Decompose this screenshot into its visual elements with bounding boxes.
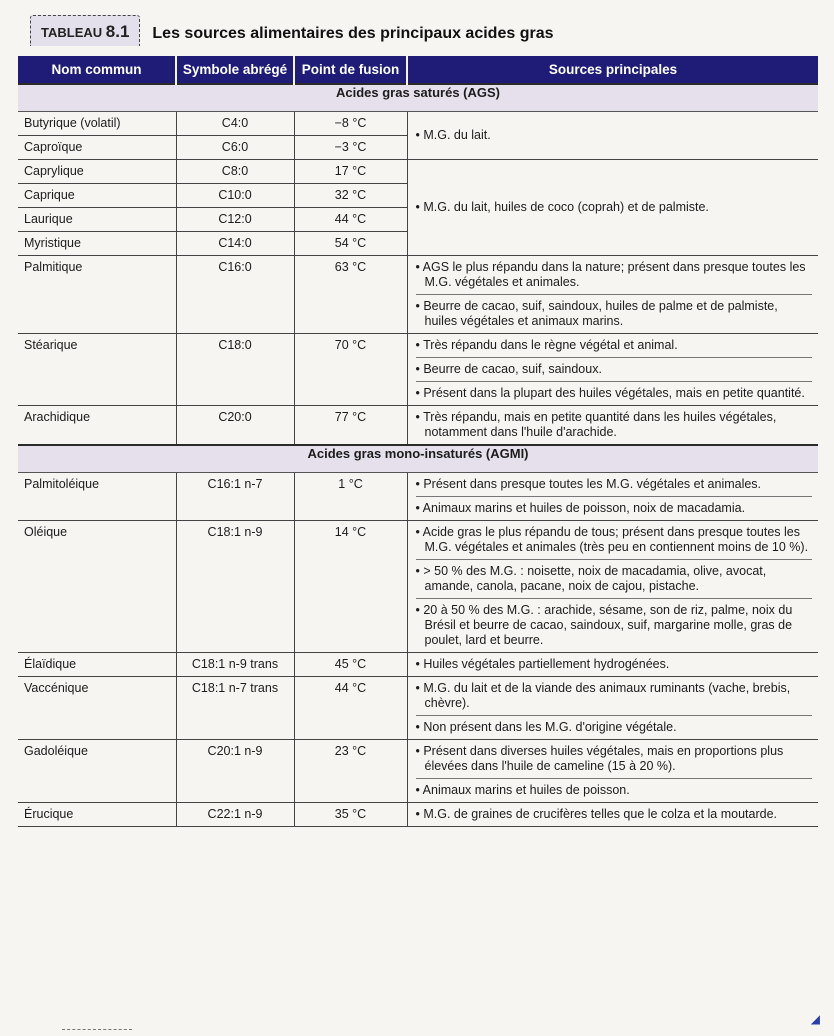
- section-agmi-label: Acides gras mono-insaturés (AGMI): [18, 445, 818, 473]
- header-row: [18, 56, 818, 84]
- row-name: Laurique: [18, 208, 176, 232]
- table-row: [18, 740, 818, 803]
- source-bullet: • M.G. du lait et de la viande des animaux ruminants (vache, brebis, chèvre).: [415, 681, 791, 710]
- row-symbol: C20:0: [176, 406, 294, 446]
- row-name: Butyrique (volatil): [18, 112, 176, 136]
- source-bullet: • Présent dans la plupart des huiles végétales, mais en petite quantité.: [416, 381, 813, 401]
- table-row: [18, 256, 818, 334]
- row-melting: 45 °C: [294, 653, 407, 677]
- row-sources: [407, 653, 818, 677]
- row-symbol: C18:0: [176, 334, 294, 406]
- source-bullet: • M.G. du lait, huiles de coco (coprah) et de palmiste.: [415, 200, 709, 214]
- row-name: Palmitoléique: [18, 473, 176, 521]
- row-sources: [407, 406, 818, 446]
- row-name: Oléique: [18, 521, 176, 653]
- source-bullet: • Huiles végétales partiellement hydrogénées.: [415, 657, 670, 671]
- row-melting: 35 °C: [294, 803, 407, 827]
- row-name: Myristique: [18, 232, 176, 256]
- table-row: [18, 677, 818, 740]
- table-row: [18, 334, 818, 406]
- row-sources: [407, 473, 818, 521]
- row-symbol: C22:1 n-9: [176, 803, 294, 827]
- source-bullet: • AGS le plus répandu dans la nature; présent dans presque toutes les M.G. végétales et animales.: [415, 260, 806, 289]
- table-row: [18, 406, 818, 446]
- row-name: Caprylique: [18, 160, 176, 184]
- row-melting: 44 °C: [294, 208, 407, 232]
- source-bullet: • Très répandu, mais en petite quantité dans les huiles végétales, notamment dans l'huile d'arachide.: [415, 410, 777, 439]
- row-melting: 44 °C: [294, 677, 407, 740]
- row-sources: [407, 160, 818, 256]
- table-row: [18, 521, 818, 653]
- table-caption: [30, 14, 553, 46]
- row-melting: 23 °C: [294, 740, 407, 803]
- table-row: [18, 803, 818, 827]
- source-bullet: • Présent dans presque toutes les M.G. végétales et animales.: [415, 477, 762, 491]
- header-sources: Sources principales: [407, 56, 818, 84]
- row-melting: 70 °C: [294, 334, 407, 406]
- row-name: Érucique: [18, 803, 176, 827]
- row-sources: [407, 740, 818, 803]
- source-bullet: • Animaux marins et huiles de poisson, noix de macadamia.: [416, 496, 813, 516]
- row-melting: 17 °C: [294, 160, 407, 184]
- row-sources: [407, 677, 818, 740]
- row-symbol: C12:0: [176, 208, 294, 232]
- source-bullet: • Non présent dans les M.G. d'origine végétale.: [416, 715, 813, 735]
- source-bullet: • Présent dans diverses huiles végétales, mais en proportions plus élevées dans l'huile de cameline (15 à 20 %).: [415, 744, 784, 773]
- source-bullet: • Acide gras le plus répandu de tous; présent dans presque toutes les M.G. végétales et animales (très peu en contiennent moins de 10 %).: [415, 525, 809, 554]
- row-sources: [407, 256, 818, 334]
- row-name: Stéarique: [18, 334, 176, 406]
- row-symbol: C6:0: [176, 136, 294, 160]
- badge-label: TABLEAU: [41, 25, 103, 40]
- badge-number: 8.1: [105, 22, 130, 41]
- row-name: Caprique: [18, 184, 176, 208]
- corner-arrow-icon: ◢: [810, 1012, 820, 1026]
- row-symbol: C18:1 n-9 trans: [176, 653, 294, 677]
- row-name: Palmitique: [18, 256, 176, 334]
- row-symbol: C10:0: [176, 184, 294, 208]
- source-bullet: • 20 à 50 % des M.G. : arachide, sésame, son de riz, palme, noix du Brésil et beurre de cacao, saindoux, suif, margarine molle, gras de poulet, lard et beurre.: [416, 598, 813, 648]
- row-name: Vaccénique: [18, 677, 176, 740]
- section-ags: [18, 84, 818, 112]
- row-melting: 14 °C: [294, 521, 407, 653]
- row-symbol: C16:0: [176, 256, 294, 334]
- row-sources: [407, 803, 818, 827]
- section-ags-label: Acides gras saturés (AGS): [18, 84, 818, 112]
- table-row: [18, 112, 818, 136]
- section-agmi: [18, 445, 818, 473]
- table-row: [18, 473, 818, 521]
- row-symbol: C18:1 n-7 trans: [176, 677, 294, 740]
- table-title: Les sources alimentaires des principaux acides gras: [152, 25, 554, 42]
- row-melting: 54 °C: [294, 232, 407, 256]
- table-row: [18, 653, 818, 677]
- header-point-fusion: Point de fusion: [294, 56, 407, 84]
- source-bullet: • Beurre de cacao, suif, saindoux.: [416, 357, 813, 377]
- row-symbol: C4:0: [176, 112, 294, 136]
- source-bullet: • M.G. du lait.: [415, 128, 491, 142]
- source-bullet: • Animaux marins et huiles de poisson.: [416, 778, 813, 798]
- row-name: Élaïdique: [18, 653, 176, 677]
- row-melting: 77 °C: [294, 406, 407, 446]
- row-symbol: C18:1 n-9: [176, 521, 294, 653]
- row-sources: [407, 521, 818, 653]
- table-badge: [30, 15, 140, 46]
- row-melting: 32 °C: [294, 184, 407, 208]
- source-bullet: • Beurre de cacao, suif, saindoux, huiles de palme et de palmiste, huiles végétales et animaux marins.: [416, 294, 813, 329]
- row-melting: 1 °C: [294, 473, 407, 521]
- row-melting: −3 °C: [294, 136, 407, 160]
- row-symbol: C14:0: [176, 232, 294, 256]
- source-bullet: • > 50 % des M.G. : noisette, noix de macadamia, olive, avocat, amande, canola, pacane, noix de cajou, pistache.: [416, 559, 813, 594]
- header-nom-commun: Nom commun: [18, 56, 176, 84]
- footer-divider: [62, 1029, 132, 1036]
- source-bullet: • Très répandu dans le règne végétal et animal.: [415, 338, 678, 352]
- row-melting: −8 °C: [294, 112, 407, 136]
- row-sources: [407, 334, 818, 406]
- row-name: Arachidique: [18, 406, 176, 446]
- row-symbol: C20:1 n-9: [176, 740, 294, 803]
- row-sources: [407, 112, 818, 160]
- header-symbole: Symbole abrégé: [176, 56, 294, 84]
- row-melting: 63 °C: [294, 256, 407, 334]
- row-symbol: C16:1 n-7: [176, 473, 294, 521]
- row-symbol: C8:0: [176, 160, 294, 184]
- table-row: [18, 160, 818, 184]
- fatty-acids-table: [18, 56, 818, 827]
- row-name: Caproïque: [18, 136, 176, 160]
- source-bullet: • M.G. de graines de crucifères telles que le colza et la moutarde.: [415, 807, 777, 821]
- row-name: Gadoléique: [18, 740, 176, 803]
